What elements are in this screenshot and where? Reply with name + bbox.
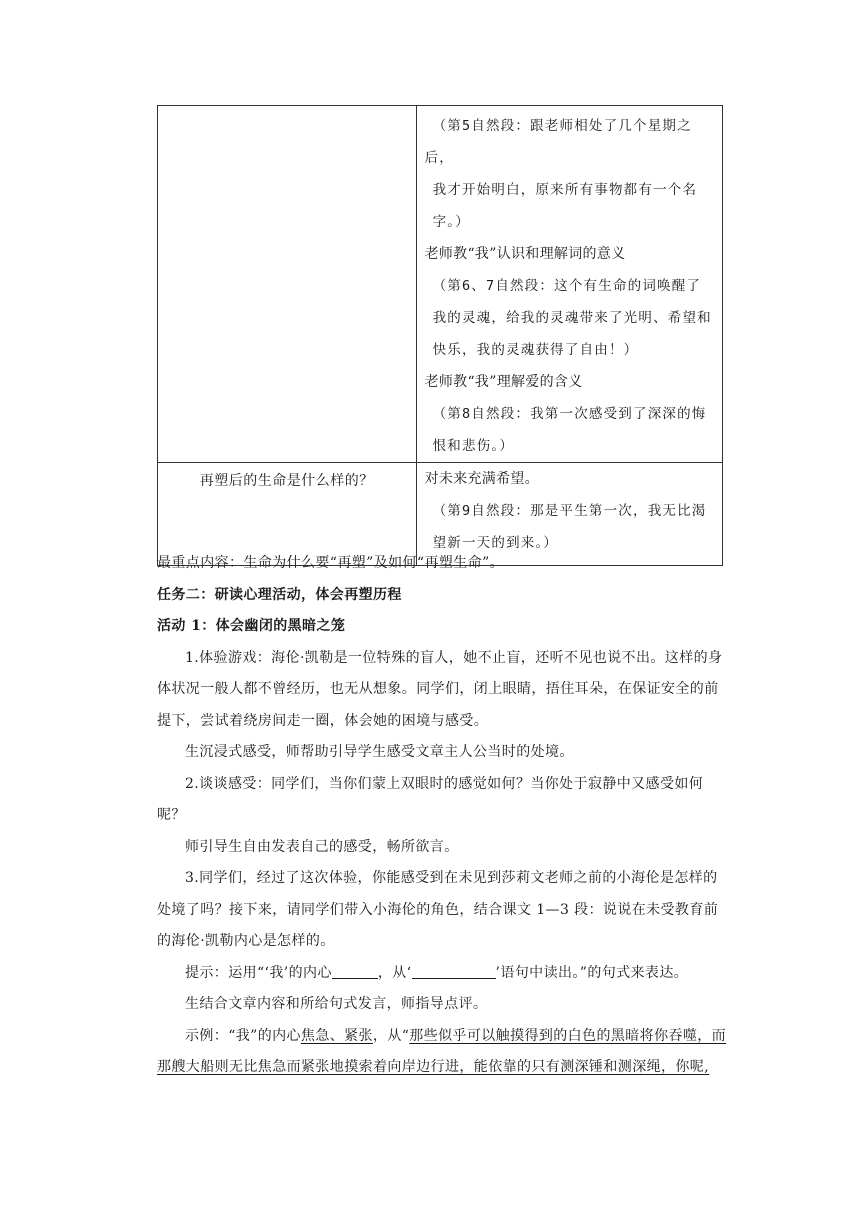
fill-blank-2 [412, 962, 496, 979]
example-part-1: 示例：“我”的内心 [185, 1027, 301, 1044]
quote-line: 恨和悲伤。） [432, 438, 515, 454]
hint-part-2: ，从‘ [377, 964, 412, 981]
task-title: 任务二：研读心理活动，体会再塑历程 [157, 586, 402, 603]
paragraph-2-note: 师引导生自由发表自己的感受，畅所欲言。 [185, 838, 459, 855]
heading-line: 老师教“我”理解爱的含义 [424, 374, 583, 390]
quote-line: 我的灵魂，给我的灵魂带来了光明、希望和 [432, 310, 712, 326]
fill-blank-1 [332, 962, 378, 979]
heading-line: 老师教“我”认识和理解词的意义 [424, 246, 626, 262]
quote-line: 字。） [432, 214, 470, 230]
quote-line: （第8自然段：我第一次感受到了深深的悔 [432, 406, 707, 422]
quote-line: （第5自然段：跟老师相处了几个星期之后， [424, 118, 692, 166]
answer-cell [416, 106, 722, 463]
quote-line: 我才开始明白，原来所有事物都有一个名 [432, 182, 698, 198]
hint-part-3: ’语句中读出。”的句式来表达。 [495, 964, 689, 981]
lesson-outline-table [157, 105, 723, 566]
table-row [158, 106, 723, 463]
hint-sentence [157, 958, 729, 990]
example-emotion: 焦急、紧张 [300, 1027, 373, 1044]
quote-line: （第9自然段：那是平生第一次，我无比渴 [432, 503, 707, 519]
heading-line: 对未来充满希望。 [424, 471, 539, 487]
paragraph-2: 2.谈谈感受：同学们，当你们蒙上双眼时的感觉如何？当你处于寂静中又感受如何呢？ [157, 775, 704, 823]
question-cell [158, 106, 417, 463]
answer-lines [425, 106, 716, 462]
body-text [157, 548, 729, 1084]
paragraph-1: 1.体验游戏：海伦·凯勒是一位特殊的盲人，她不止盲，还听不见也说不出。这样的身体状况一般人都不曾经历，也无从想象。同学们，闭上眼睛，捂住耳朵，在保证安全的前提下，尝试着绕房间走一圈，体会她的困境与感受。 [157, 649, 723, 729]
quote-line: 望新一天的到来。） [432, 535, 559, 551]
quote-line: （第6、7自然段：这个有生命的词唤醒了 [432, 278, 702, 294]
example-paragraph [157, 1021, 729, 1084]
example-quote: 那些似乎可以触摸得到的白色的黑暗将你吞噬，而那艘大船则无比焦急而紧张地摸索着向岸边行进，能依靠的只有测深锤和测深绳，你呢, [157, 1027, 727, 1075]
hint-part-1: 提示：运用“‘我’的内心 [185, 964, 332, 981]
paragraph-1-note: 生沉浸式感受，师帮助引导学生感受文章主人公当时的处境。 [185, 744, 574, 760]
quote-line: 快乐，我的灵魂获得了自由！） [432, 342, 639, 358]
activity-title: 活动 1：体会幽闭的黑暗之笼 [157, 618, 346, 634]
paragraph-3: 3.同学们，经过了这次体验，你能感受到在未见到莎莉文老师之前的小海伦是怎样的处境了吗？接下来，请同学们带入小海伦的角色，结合课文 1—3 段：说说在未受教育前的海伦·凯勒内心是怎样的。 [157, 870, 719, 949]
question-text [158, 106, 416, 114]
question-text: 再塑后的生命是什么样的？ [199, 473, 374, 489]
answer-lines [425, 463, 716, 559]
key-point: 最重点内容：生命为什么要“再塑”及如何“再塑生命”。 [157, 555, 505, 571]
paragraph-4: 生结合文章内容和所给句式发言，师指导点评。 [185, 996, 488, 1012]
example-part-2: ，从“ [372, 1027, 410, 1044]
